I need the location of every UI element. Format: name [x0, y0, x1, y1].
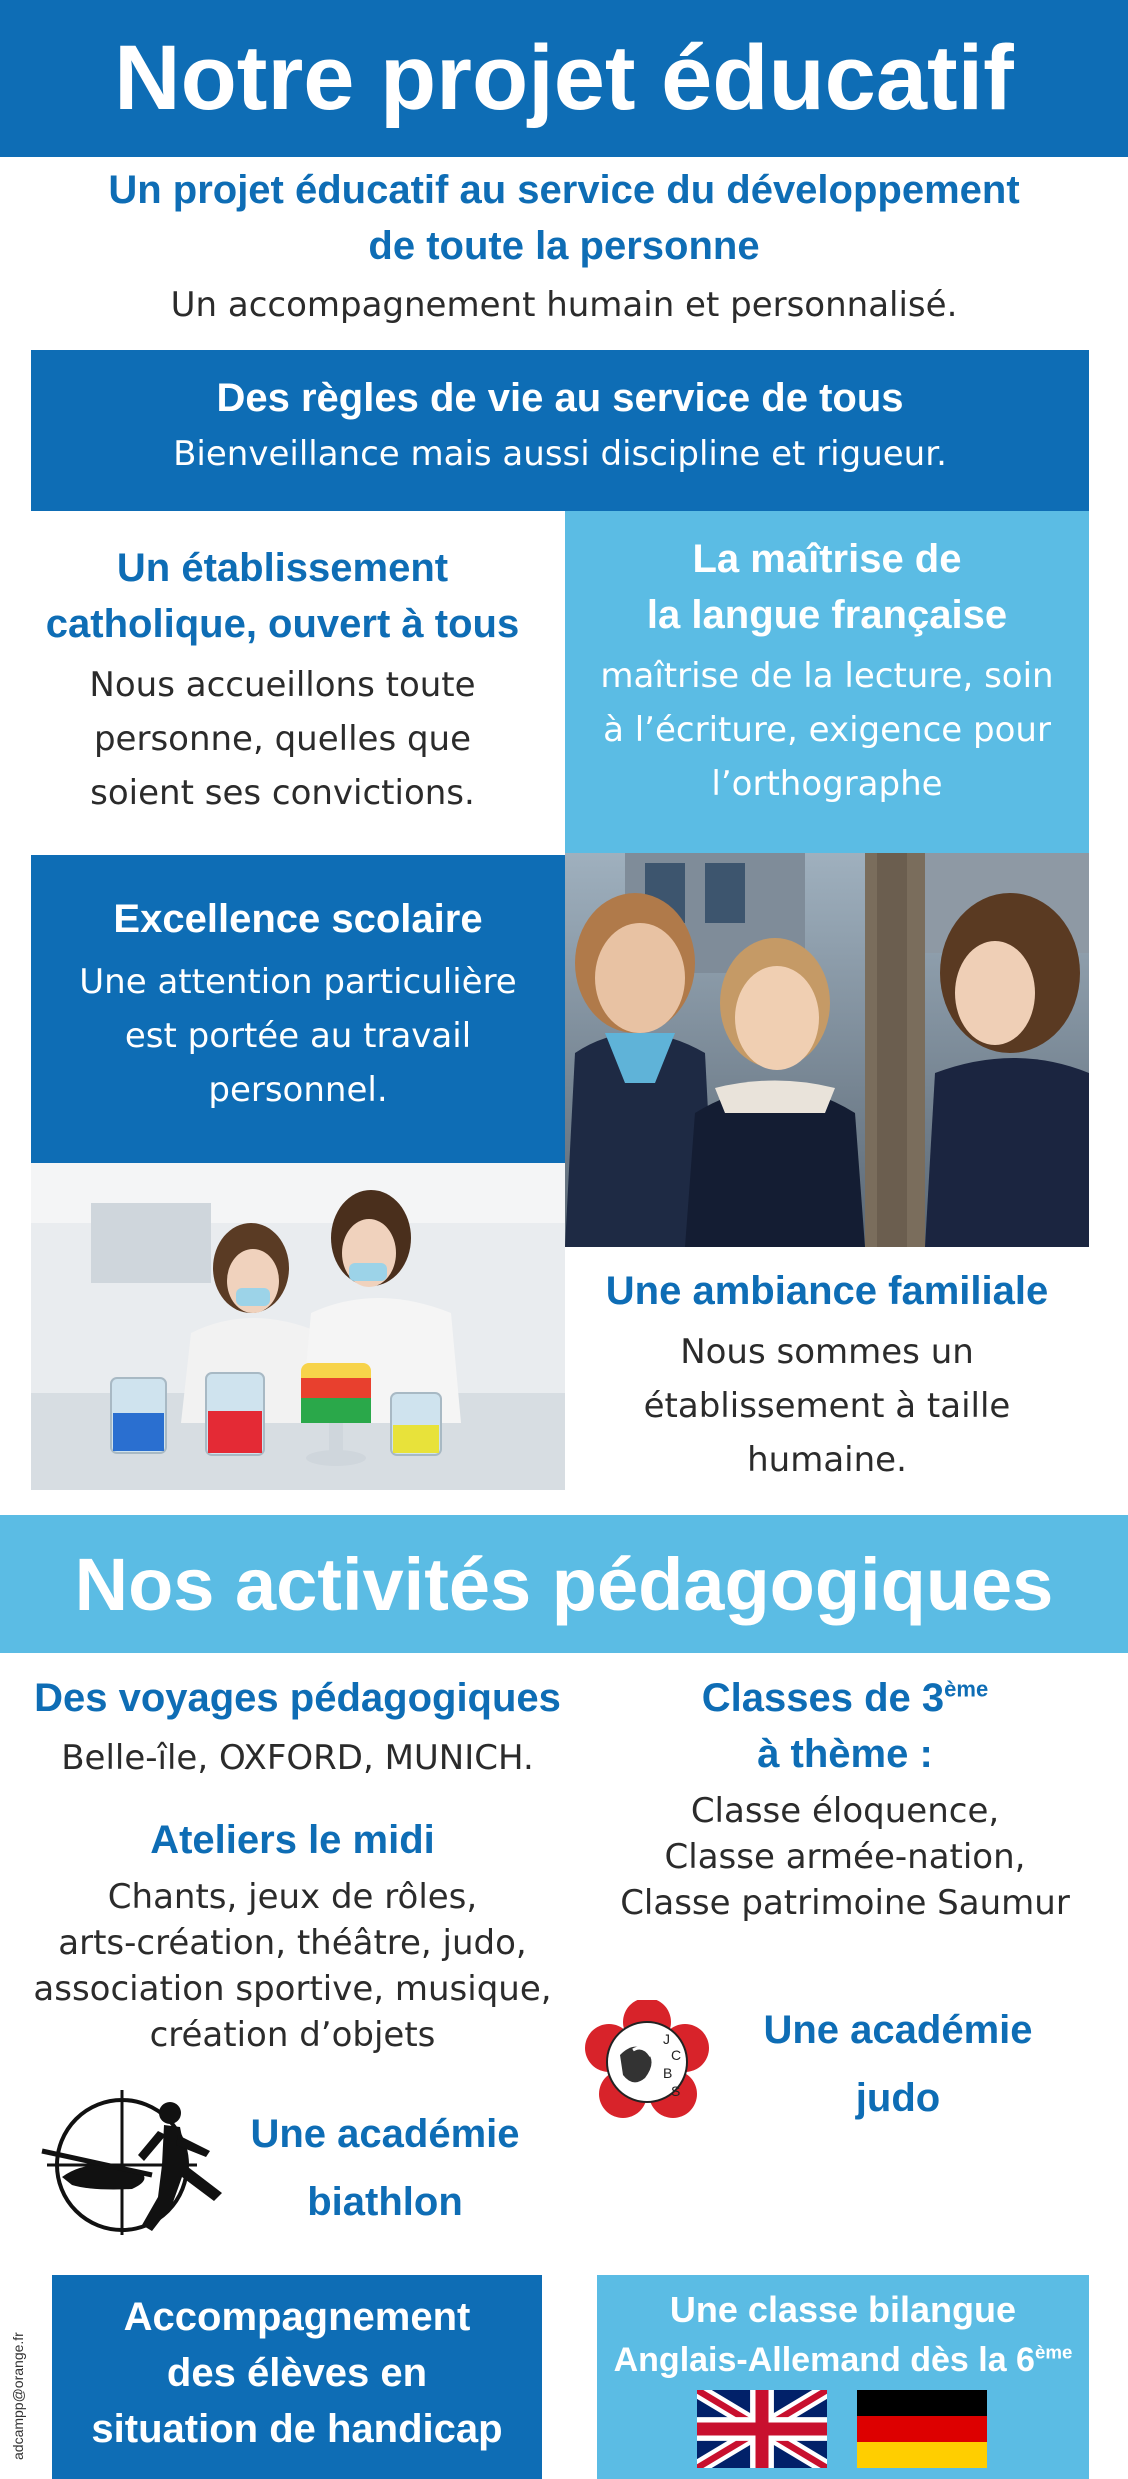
language-heading-line1: La maîtrise de — [692, 537, 962, 581]
students-photo — [565, 853, 1089, 1247]
family-text-line2: établissement à taille — [643, 1386, 1011, 1426]
students-photo-illustration — [565, 853, 1089, 1247]
rules-box — [31, 350, 1089, 511]
germany-flag-icon — [857, 2390, 987, 2468]
svg-text:S: S — [671, 2083, 681, 2099]
intro-heading-line1: Un projet éducatif au service du développement — [108, 168, 1020, 212]
handicap-box — [52, 2275, 542, 2479]
trips-text: Belle-île, OXFORD, MUNICH. — [61, 1738, 534, 1778]
family-heading: Une ambiance familiale — [605, 1269, 1049, 1313]
intro-heading-line2: de toute la personne — [368, 224, 760, 268]
lab-photo — [31, 1163, 565, 1490]
catholic-heading-line1: Un établissement — [116, 546, 449, 590]
bilingual-line2 — [597, 2335, 1089, 2385]
excellence-text-line1: Une attention particulière — [79, 962, 517, 1002]
excellence-box — [31, 855, 565, 1163]
uk-flag-icon — [697, 2390, 827, 2468]
trips-heading: Des voyages pédagogiques — [34, 1676, 561, 1720]
classes-heading-line1 — [585, 1670, 1105, 1726]
bilingual-line1: Une classe bilangue — [669, 2289, 1017, 2330]
catholic-text-line2: personne, quelles que — [93, 719, 472, 759]
biathlon-line1: Une académie — [250, 2112, 520, 2156]
language-text-line2: à l’écriture, exigence pour — [603, 710, 1051, 750]
biathlon-academy — [215, 2100, 555, 2236]
judo-line2: judo — [855, 2076, 941, 2120]
handicap-line1: Accompagnement — [123, 2295, 471, 2339]
classes-heading-main: Classes de 3 — [701, 1676, 945, 1720]
bilingual-line2-sup: ème — [1034, 2341, 1073, 2363]
bilingual-line2-main: Anglais-Allemand dès la 6 — [613, 2341, 1035, 2379]
page-title: Notre projet éducatif — [0, 0, 1128, 157]
workshops-text-line2: arts-création, théâtre, judo, — [58, 1923, 527, 1963]
language-box — [565, 511, 1089, 853]
classes-heading-sup: ème — [944, 1676, 989, 1702]
svg-text:C: C — [671, 2047, 682, 2063]
family-text-line1: Nous sommes un — [680, 1332, 974, 1372]
judo-academy — [728, 1996, 1068, 2132]
excellence-text-line2: est portée au travail — [124, 1016, 472, 1056]
handicap-line2: des élèves en — [166, 2351, 428, 2395]
language-text-line3: l’orthographe — [711, 764, 943, 804]
activities-title: Nos activités pédagogiques — [0, 1515, 1128, 1653]
classes-text-line3: Classe patrimoine Saumur — [620, 1883, 1070, 1923]
bilingual-box — [597, 2275, 1089, 2479]
family-text-line3: humaine. — [747, 1440, 907, 1480]
rules-text: Bienveillance mais aussi discipline et rigueur. — [173, 434, 947, 474]
workshops-heading: Ateliers le midi — [150, 1818, 435, 1862]
svg-text:B: B — [663, 2065, 673, 2081]
workshops-section — [0, 1812, 585, 2058]
workshops-text-line4: création d’objets — [149, 2015, 436, 2055]
language-heading-line2: la langue française — [646, 593, 1008, 637]
trips-section — [0, 1670, 595, 1782]
workshops-text-line1: Chants, jeux de rôles, — [107, 1877, 478, 1917]
handicap-line3: situation de handicap — [91, 2407, 503, 2451]
judo-line1: Une académie — [763, 2008, 1033, 2052]
language-text-line1: maîtrise de la lecture, soin — [600, 656, 1054, 696]
classes-section — [585, 1670, 1105, 1926]
classes-text-line1: Classe éloquence, — [690, 1791, 1000, 1831]
intro-section — [0, 162, 1128, 332]
biathlon-line2: biathlon — [307, 2180, 463, 2224]
classes-heading-line2: à thème : — [757, 1732, 933, 1776]
catholic-text-line3: soient ses convictions. — [90, 773, 475, 813]
excellence-text-line3: personnel. — [208, 1070, 388, 1110]
svg-text:J: J — [663, 2031, 670, 2047]
family-section — [565, 1263, 1089, 1487]
lab-photo-illustration — [31, 1163, 565, 1490]
side-credit: adcampp@orange.fr — [10, 2332, 26, 2460]
catholic-section — [0, 540, 565, 820]
excellence-heading: Excellence scolaire — [113, 897, 483, 941]
workshops-text-line3: association sportive, musique, — [33, 1969, 552, 2009]
catholic-heading-line2: catholique, ouvert à tous — [45, 602, 520, 646]
catholic-text-line1: Nous accueillons toute — [89, 665, 476, 705]
intro-text: Un accompagnement humain et personnalisé. — [170, 285, 958, 325]
judo-club-logo-icon — [585, 2000, 710, 2125]
classes-text-line2: Classe armée-nation, — [664, 1837, 1026, 1877]
rules-heading: Des règles de vie au service de tous — [216, 376, 904, 420]
